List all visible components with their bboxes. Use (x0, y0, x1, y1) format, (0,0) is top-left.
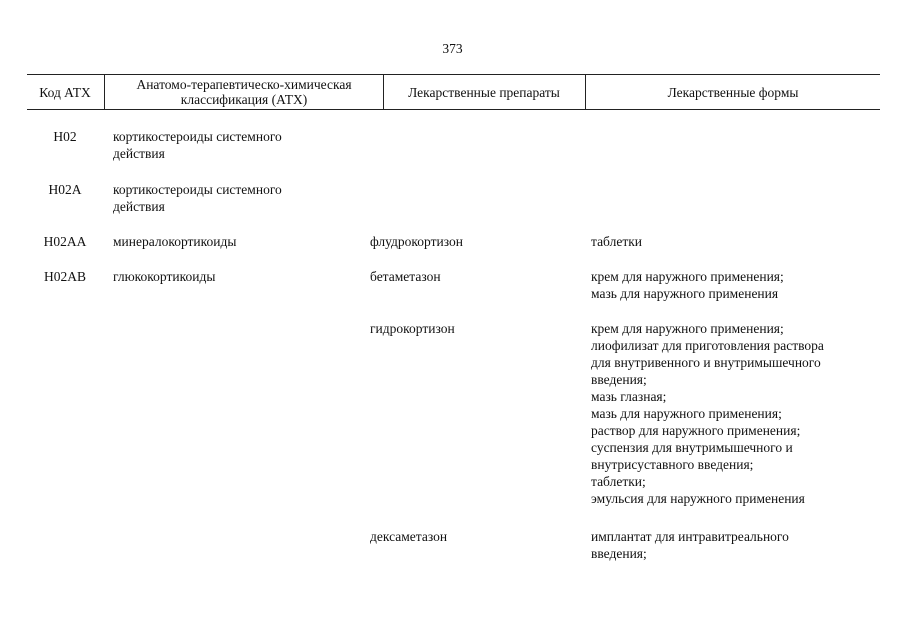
row-forms: имплантат для интравитреального введения; (591, 529, 789, 561)
row-code: H02AB (43, 269, 86, 284)
row-atc: глюкокортикоиды (113, 269, 216, 284)
row-drug: дексаметазон (370, 529, 448, 544)
row-drug: флудрокортизон (370, 234, 463, 249)
row-drug: гидрокортизон (370, 321, 455, 336)
header-drugs: Лекарственные препараты (383, 75, 586, 109)
row-atc: минералокортикоиды (113, 234, 237, 249)
row-atc: кортикостероиды системного действия (113, 129, 282, 161)
row-forms: крем для наружного применения; мазь для наружного применения (591, 269, 784, 301)
row-code: H02A (48, 182, 82, 197)
header-atc: Анатомо-терапевтическо-химическая классификация (АТХ) (104, 75, 384, 109)
header-forms: Лекарственные формы (667, 84, 799, 100)
header-code: Код АТХ (39, 84, 91, 100)
row-forms: крем для наружного применения; лиофилизат для приготовления раствора для внутривенного и внутримышечного введения; мазь глазная; мазь для наружного применения; раствор для наружного применения; суспензия для внутримышечного и внутрисуставного введения; таблетки; эмульсия для наружного применения (591, 321, 824, 506)
row-code: H02 (53, 129, 77, 144)
row-atc: кортикостероиды системного действия (113, 182, 282, 214)
table-header (27, 74, 880, 110)
row-forms: таблетки (591, 234, 643, 249)
page-number: 373 (442, 41, 463, 56)
row-code: H02AA (43, 234, 87, 249)
row-drug: бетаметазон (370, 269, 441, 284)
